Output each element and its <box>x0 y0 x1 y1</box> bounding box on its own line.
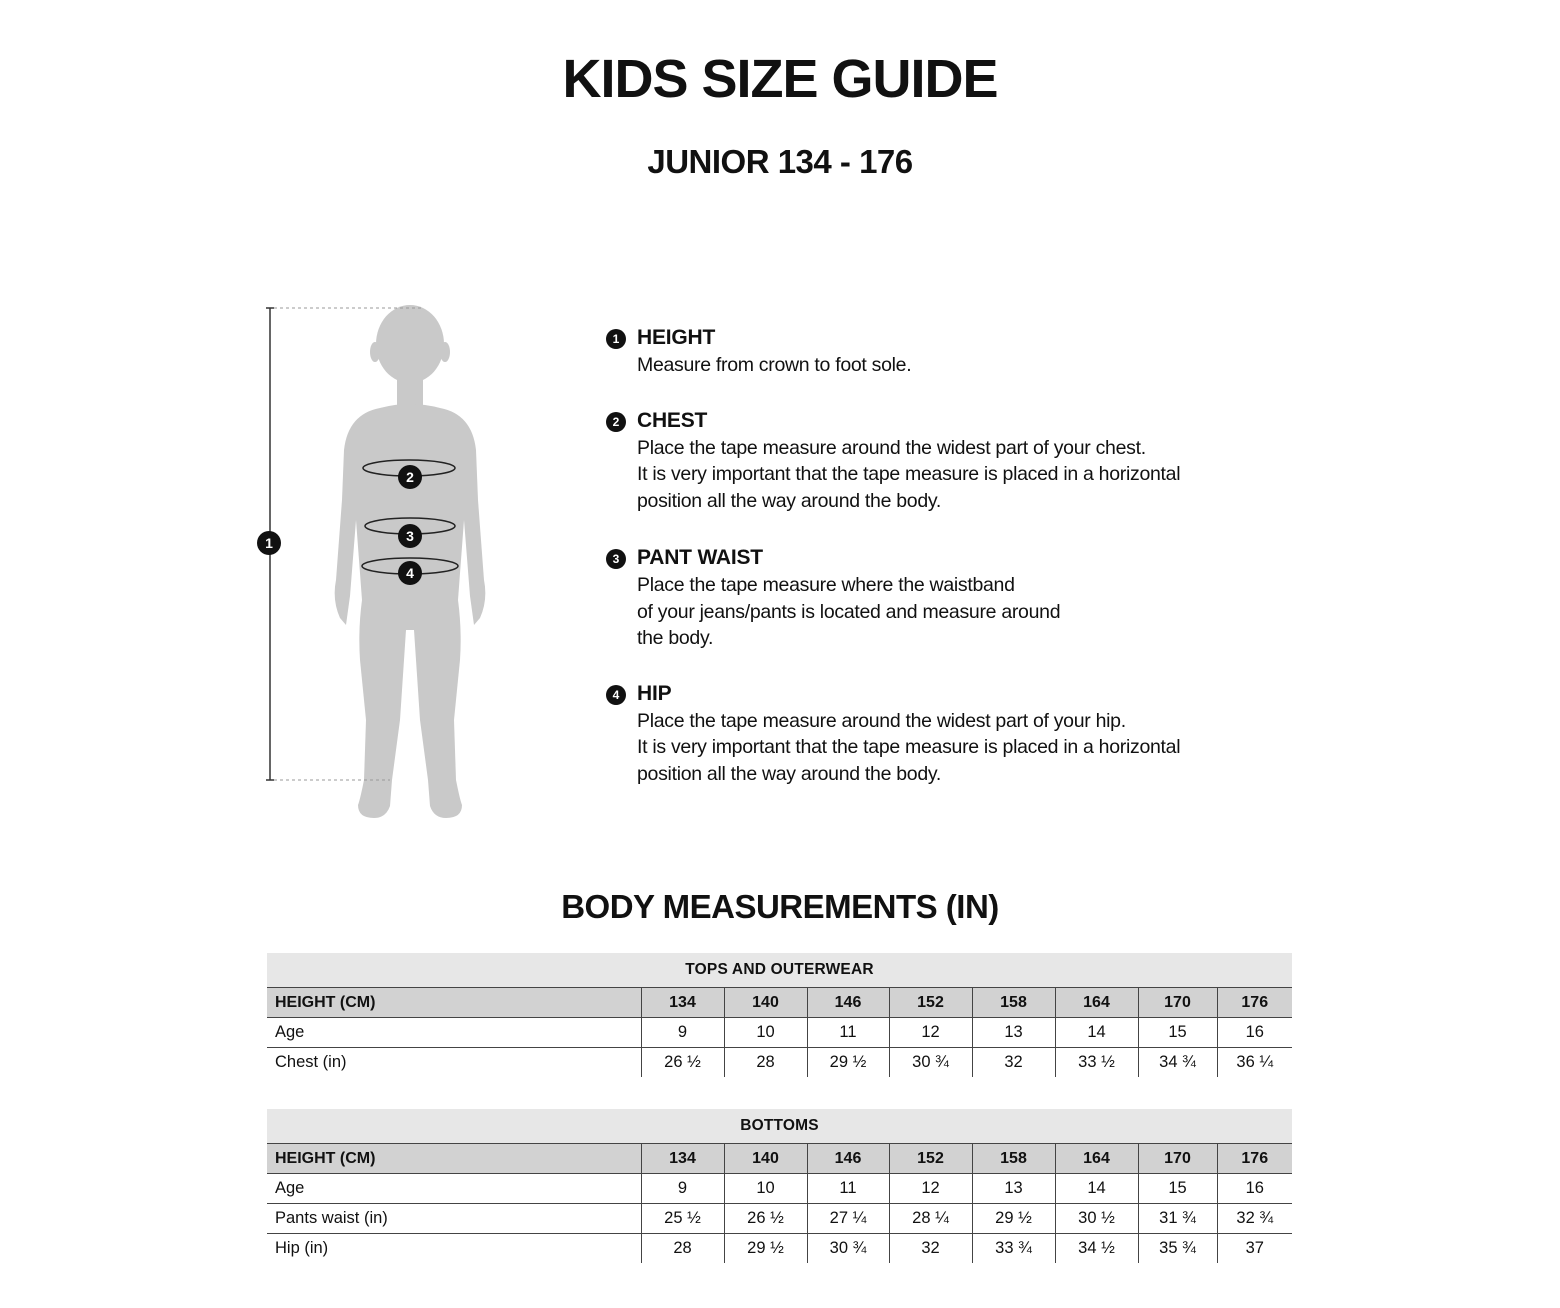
table-cell: 34 ¾ <box>1138 1048 1217 1078</box>
instruction-text: of your jeans/pants is located and measure around <box>637 600 1061 623</box>
table-cell: 14 <box>1055 1018 1138 1048</box>
table-cell: 33 ½ <box>1055 1048 1138 1078</box>
instruction-text: Place the tape measure around the widest part of your chest. <box>637 436 1146 459</box>
table-cell: 12 <box>889 1018 972 1048</box>
table-cell: 11 <box>807 1018 889 1048</box>
table-cell: 10 <box>724 1174 807 1204</box>
table-cell: 11 <box>807 1174 889 1204</box>
table-cell: 9 <box>641 1018 724 1048</box>
header-height: 152 <box>889 1144 972 1174</box>
header-height: 164 <box>1055 988 1138 1018</box>
header-height-label: HEIGHT (CM) <box>267 1144 641 1174</box>
table-cell: 28 ¼ <box>889 1204 972 1234</box>
table-cell: 25 ½ <box>641 1204 724 1234</box>
number-2-badge: 2 <box>606 412 626 432</box>
table-row-hip <box>267 1234 1292 1264</box>
figure-marker-1: 1 <box>265 535 273 551</box>
row-label: Age <box>267 1174 641 1204</box>
table-cell: 10 <box>724 1018 807 1048</box>
instruction-text: position all the way around the body. <box>637 762 941 785</box>
table-cell: 9 <box>641 1174 724 1204</box>
header-height: 146 <box>807 988 889 1018</box>
table-cell: 29 ½ <box>807 1048 889 1078</box>
child-measurement-figure <box>250 300 510 830</box>
instruction-text: Place the tape measure around the widest part of your hip. <box>637 709 1126 732</box>
header-height: 146 <box>807 1144 889 1174</box>
table-row-pants-waist <box>267 1204 1292 1234</box>
instruction-title: PANT WAIST <box>637 546 763 569</box>
instruction-title: HIP <box>637 681 672 705</box>
table-category-title: TOPS AND OUTERWEAR <box>267 953 1292 988</box>
bottoms-size-table <box>267 1109 1292 1263</box>
child-silhouette-illustration <box>250 300 510 830</box>
instruction-text: Measure from crown to foot sole. <box>637 354 912 376</box>
table-cell: 35 ¾ <box>1138 1234 1217 1264</box>
table-cell: 31 ¾ <box>1138 1204 1217 1234</box>
header-height: 158 <box>972 988 1055 1018</box>
table-cell: 33 ¾ <box>972 1234 1055 1264</box>
instruction-pant-waist <box>606 544 1326 652</box>
row-label: Pants waist (in) <box>267 1204 641 1234</box>
figure-marker-3: 3 <box>406 528 414 544</box>
instruction-title: HEIGHT <box>637 326 716 349</box>
table-cell: 32 ¾ <box>1217 1204 1292 1234</box>
table-cell: 32 <box>889 1234 972 1264</box>
table-cell: 16 <box>1217 1174 1292 1204</box>
header-height: 164 <box>1055 1144 1138 1174</box>
header-height: 176 <box>1217 988 1292 1018</box>
measurement-instructions <box>606 324 1326 815</box>
instruction-text: It is very important that the tape measure is placed in a horizontal <box>637 463 1181 485</box>
table-cell: 30 ¾ <box>807 1234 889 1264</box>
table-cell: 34 ½ <box>1055 1234 1138 1264</box>
header-height: 152 <box>889 988 972 1018</box>
page-title: KIDS SIZE GUIDE <box>562 49 998 109</box>
table-cell: 16 <box>1217 1018 1292 1048</box>
table-cell: 15 <box>1138 1174 1217 1204</box>
table-row-age <box>267 1018 1292 1048</box>
number-3-badge: 3 <box>606 549 626 569</box>
instruction-text: the body. <box>637 627 714 649</box>
table-cell: 26 ½ <box>641 1048 724 1078</box>
instruction-text: position all the way around the body. <box>637 489 941 512</box>
row-label: Age <box>267 1018 641 1048</box>
table-cell: 30 ¾ <box>889 1048 972 1078</box>
table-cell: 29 ½ <box>724 1234 807 1264</box>
table-cell: 13 <box>972 1018 1055 1048</box>
instruction-title: CHEST <box>637 408 708 432</box>
table-cell: 36 ¼ <box>1217 1048 1292 1078</box>
table-category-title: BOTTOMS <box>267 1109 1292 1144</box>
table-cell: 28 <box>724 1048 807 1078</box>
section-title: BODY MEASUREMENTS (IN) <box>561 888 999 925</box>
table-cell: 27 ¼ <box>807 1204 889 1234</box>
header-height-label: HEIGHT (CM) <box>267 988 641 1018</box>
table-cell: 30 ½ <box>1055 1204 1138 1234</box>
table-cell: 15 <box>1138 1018 1217 1048</box>
header-height: 140 <box>724 1144 807 1174</box>
page-subtitle: JUNIOR 134 - 176 <box>647 143 913 180</box>
header-height: 134 <box>641 988 724 1018</box>
header-height: 170 <box>1138 1144 1217 1174</box>
number-4-badge: 4 <box>606 685 626 705</box>
instruction-text: Place the tape measure where the waistband <box>637 574 1015 596</box>
table-row-age <box>267 1174 1292 1204</box>
row-label: Hip (in) <box>275 1239 329 1257</box>
instruction-text: It is very important that the tape measure is placed in a horizontal <box>637 736 1181 758</box>
tops-size-table <box>267 953 1292 1077</box>
row-label: Chest (in) <box>275 1053 347 1071</box>
instruction-hip <box>606 680 1326 788</box>
table-cell: 26 ½ <box>724 1204 807 1234</box>
header-height: 176 <box>1217 1144 1292 1174</box>
table-cell: 12 <box>889 1174 972 1204</box>
number-1-badge: 1 <box>606 329 626 349</box>
figure-marker-4: 4 <box>406 565 414 581</box>
table-cell: 29 ½ <box>972 1204 1055 1234</box>
instruction-height <box>606 324 1326 379</box>
table-row-chest <box>267 1048 1292 1078</box>
table-cell: 28 <box>641 1234 724 1264</box>
table-cell: 13 <box>972 1174 1055 1204</box>
table-cell: 32 <box>972 1048 1055 1078</box>
figure-marker-2: 2 <box>406 469 414 485</box>
table-cell: 14 <box>1055 1174 1138 1204</box>
header-height: 134 <box>641 1144 724 1174</box>
header-height: 140 <box>724 988 807 1018</box>
header-height: 170 <box>1138 988 1217 1018</box>
instruction-chest <box>606 407 1326 515</box>
table-cell: 37 <box>1217 1234 1292 1264</box>
header-height: 158 <box>972 1144 1055 1174</box>
